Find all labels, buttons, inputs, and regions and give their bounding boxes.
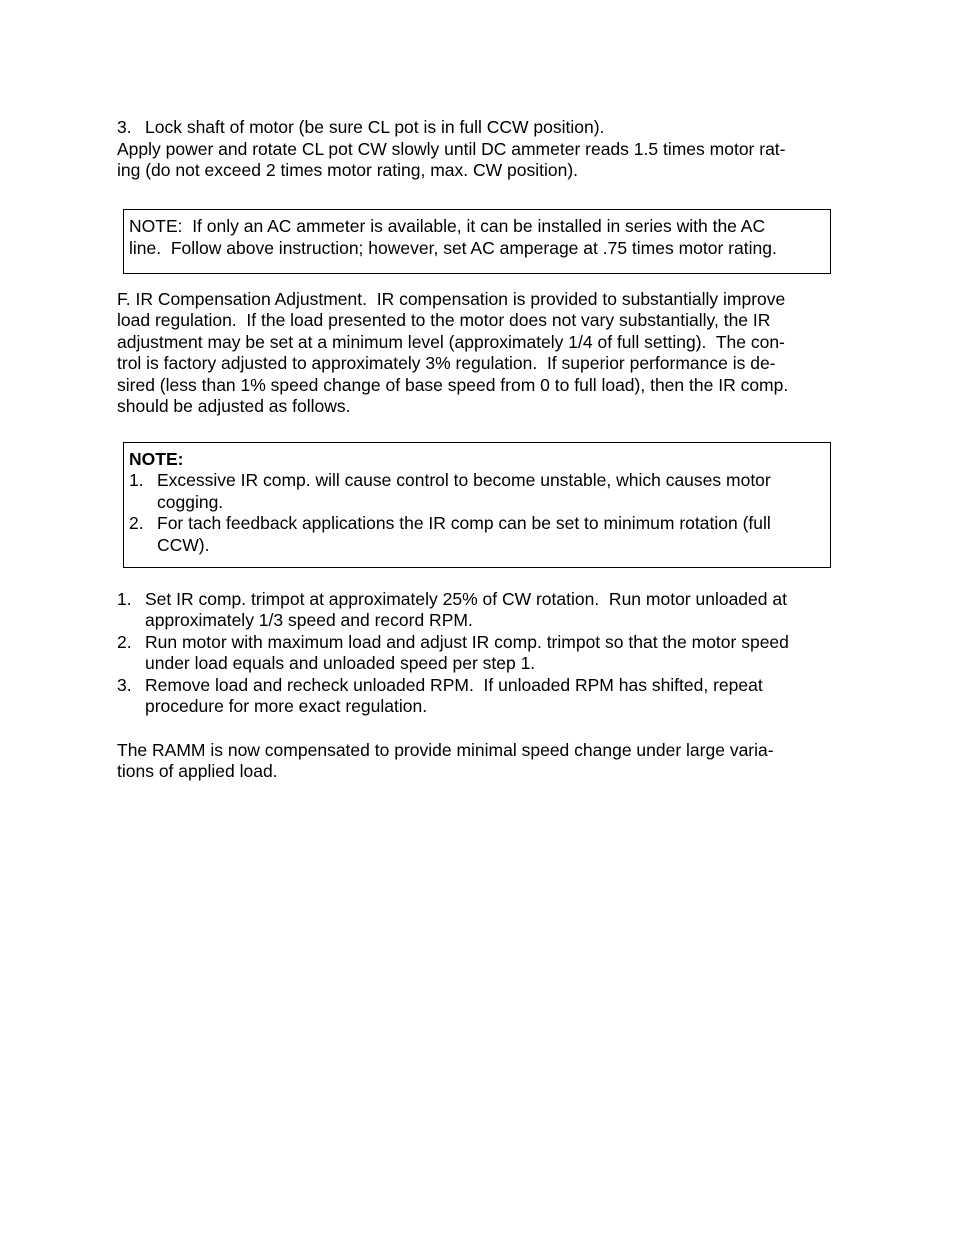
section-f-line-1: F. IR Compensation Adjustment. IR compensation is provided to substantially improve — [117, 289, 786, 309]
note-2-heading: NOTE: — [129, 449, 184, 469]
note-box-ir-comp — [123, 442, 831, 568]
note-2-item-2-number: 2. — [129, 513, 144, 533]
procedure-3-number: 3. — [117, 675, 132, 695]
note-box-ac-ammeter — [123, 209, 831, 274]
section-f-line-3: adjustment may be set at a minimum level (approximately 1/4 of full setting). The con- — [117, 332, 785, 352]
step-3-number: 3. — [117, 117, 132, 137]
section-f-line-6: should be adjusted as follows. — [117, 396, 351, 416]
procedure-2-line-1: Run motor with maximum load and adjust IR comp. trimpot so that the motor speed — [145, 632, 789, 652]
note-2-item-1-number: 1. — [129, 470, 144, 490]
procedure-1-line-2: approximately 1/3 speed and record RPM. — [145, 610, 473, 630]
note-1-line-2: line. Follow above instruction; however, set AC amperage at .75 times motor rating. — [129, 238, 777, 258]
procedure-3-line-1: Remove load and recheck unloaded RPM. If unloaded RPM has shifted, repeat — [145, 675, 763, 695]
step-3-text: Lock shaft of motor (be sure CL pot is in full CCW position). — [145, 117, 605, 137]
procedure-1-line-1: Set IR comp. trimpot at approximately 25% of CW rotation. Run motor unloaded at — [145, 589, 787, 609]
closing-line-2: tions of applied load. — [117, 761, 278, 781]
step-3-line-2: ing (do not exceed 2 times motor rating, max. CW position). — [117, 160, 579, 180]
procedure-3-line-2: procedure for more exact regulation. — [145, 696, 428, 716]
note-2-item-2-line-2: CCW). — [157, 535, 210, 555]
section-f-line-5: sired (less than 1% speed change of base speed from 0 to full load), then the IR comp. — [117, 375, 789, 395]
procedure-2-line-2: under load equals and unloaded speed per step 1. — [145, 653, 536, 673]
closing-line-1: The RAMM is now compensated to provide minimal speed change under large varia- — [117, 740, 774, 760]
note-1-line-1: NOTE: If only an AC ammeter is available, it can be installed in series with the AC — [129, 216, 766, 236]
note-2-item-2-line-1: For tach feedback applications the IR comp can be set to minimum rotation (full — [157, 513, 771, 533]
step-3-line-1: Apply power and rotate CL pot CW slowly until DC ammeter reads 1.5 times motor rat- — [117, 139, 786, 159]
section-f-line-2: load regulation. If the load presented to the motor does not vary substantially, the IR — [117, 310, 771, 330]
procedure-1-number: 1. — [117, 589, 132, 609]
note-2-item-1-line-2: cogging. — [157, 492, 224, 512]
note-2-item-1-line-1: Excessive IR comp. will cause control to become unstable, which causes motor — [157, 470, 771, 490]
section-f-line-4: trol is factory adjusted to approximately 3% regulation. If superior performance is de- — [117, 353, 776, 373]
procedure-2-number: 2. — [117, 632, 132, 652]
